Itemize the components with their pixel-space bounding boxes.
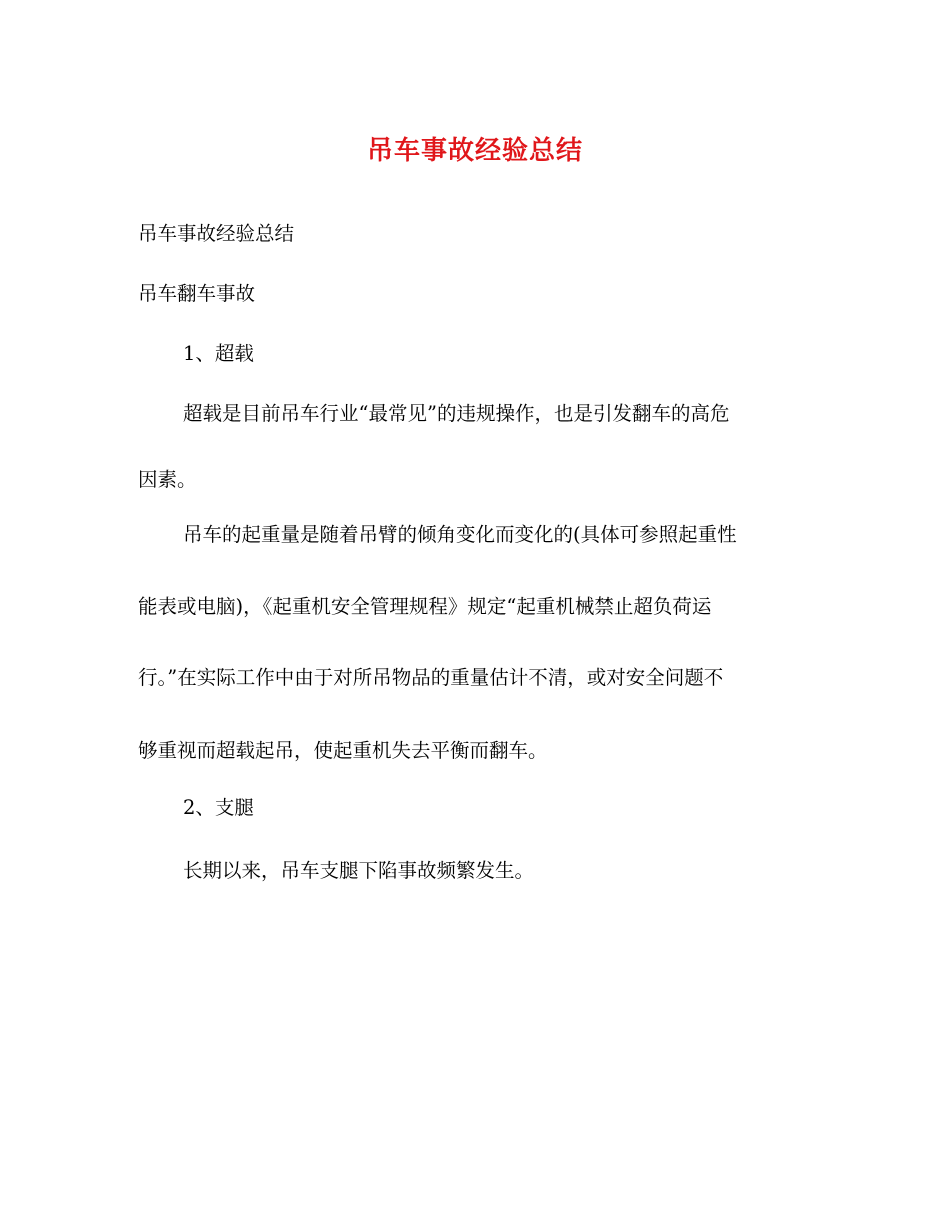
item-heading-overload: 1、超载: [183, 342, 254, 365]
document-title: 吊车事故经验总结: [366, 136, 583, 166]
section-heading: 吊车翻车事故: [138, 282, 256, 305]
subtitle-line: 吊车事故经验总结: [138, 222, 295, 245]
paragraph-line: 超载是目前吊车行业“最常见”的违规操作，也是引发翻车的高危: [183, 402, 730, 425]
paragraph-line: 长期以来，吊车支腿下陷事故频繁发生。: [183, 859, 535, 882]
paragraph-line: 因素。: [138, 468, 197, 491]
paragraph-line: 能表或电脑)，《起重机安全管理规程》规定“起重机械禁止超负荷运: [138, 595, 712, 618]
paragraph-line: 吊车的起重量是随着吊臂的倾角变化而变化的(具体可参照起重性: [183, 523, 737, 546]
paragraph-line: 行。”在实际工作中由于对所吊物品的重量估计不清，或对安全问题不: [138, 666, 724, 689]
document-body: [138, 212, 818, 909]
item-heading-outrigger: 2、支腿: [183, 796, 254, 819]
paragraph-line: 够重视而超载起吊，使起重机失去平衡而翻车。: [138, 739, 548, 762]
